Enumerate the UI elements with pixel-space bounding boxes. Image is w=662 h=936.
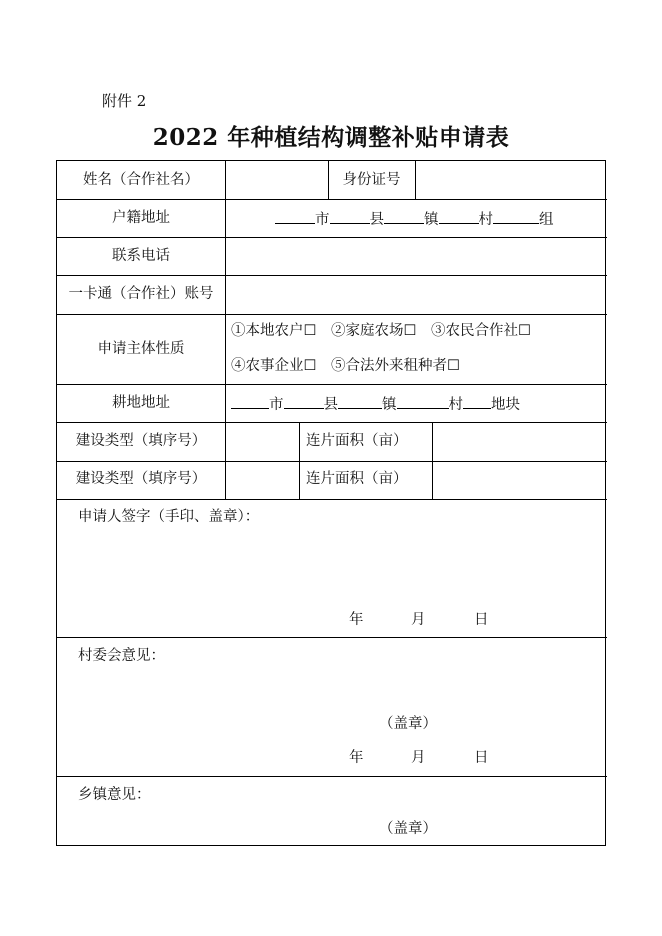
- land-unit-city: 市: [269, 397, 284, 413]
- form-title: 2022 年种植结构调整补贴申请表: [152, 124, 510, 151]
- village-date-year: 年: [349, 750, 364, 766]
- applicant-date-day: 日: [474, 612, 489, 628]
- applicant-date-year: 年: [349, 612, 364, 628]
- phone-field[interactable]: [226, 238, 606, 274]
- land-unit-county: 县: [323, 397, 338, 413]
- applicant-type-label: 申请主体性质: [97, 341, 185, 357]
- annex-label: 附件 2: [102, 92, 147, 110]
- area-field-1[interactable]: [433, 423, 606, 460]
- name-label: 姓名（合作社名）: [83, 172, 199, 188]
- household-address-label: 户籍地址: [112, 210, 170, 226]
- village-seal-label: （盖章）: [379, 716, 437, 732]
- unit-group: 组: [539, 212, 554, 228]
- village-date-month: 月: [411, 750, 426, 766]
- village-date-day: 日: [474, 750, 489, 766]
- account-field[interactable]: [226, 276, 606, 313]
- build-type-field-2[interactable]: [226, 462, 298, 498]
- applicant-signature-label: 申请人签字（手印、盖章）：: [78, 509, 260, 525]
- land-unit-plot: 地块: [491, 397, 520, 413]
- build-type-field-1[interactable]: [226, 423, 298, 460]
- name-field[interactable]: [226, 162, 327, 198]
- township-seal-label: （盖章）: [379, 821, 437, 837]
- village-committee-opinion-label: 村委会意见：: [78, 648, 165, 664]
- build-type-label-2: 建设类型（填序号）: [75, 471, 207, 487]
- unit-city: 市: [315, 212, 330, 228]
- unit-county: 县: [369, 212, 384, 228]
- applicant-signature-area[interactable]: [57, 531, 606, 601]
- area-field-2[interactable]: [433, 462, 606, 498]
- build-type-label-1: 建设类型（填序号）: [75, 433, 207, 449]
- applicant-type-options-row1[interactable]: ①本地农户☐ ②家庭农场☐ ③农民合作社☐: [231, 323, 531, 339]
- application-form-table: [56, 160, 606, 846]
- land-unit-town: 镇: [382, 397, 397, 413]
- land-address-label: 耕地地址: [112, 395, 170, 411]
- land-address-field[interactable]: [231, 393, 520, 415]
- household-address-field[interactable]: [275, 208, 554, 230]
- applicant-date-month: 月: [411, 612, 426, 628]
- phone-label: 联系电话: [112, 248, 170, 264]
- unit-village: 村: [478, 212, 493, 228]
- unit-town: 镇: [424, 212, 439, 228]
- township-opinion-label: 乡镇意见：: [78, 787, 151, 803]
- id-number-label: 身份证号: [342, 172, 401, 188]
- account-label: 一卡通（合作社）账号: [68, 286, 214, 302]
- area-label-2: 连片面积（亩）: [306, 471, 408, 487]
- land-unit-village: 村: [448, 397, 463, 413]
- village-committee-opinion-area[interactable]: [57, 669, 606, 709]
- id-number-field[interactable]: [416, 162, 606, 198]
- applicant-type-options-row2[interactable]: ④农事企业☐ ⑤合法外来租种者☐: [231, 358, 460, 374]
- area-label-1: 连片面积（亩）: [306, 433, 408, 449]
- township-opinion-area[interactable]: [57, 806, 606, 816]
